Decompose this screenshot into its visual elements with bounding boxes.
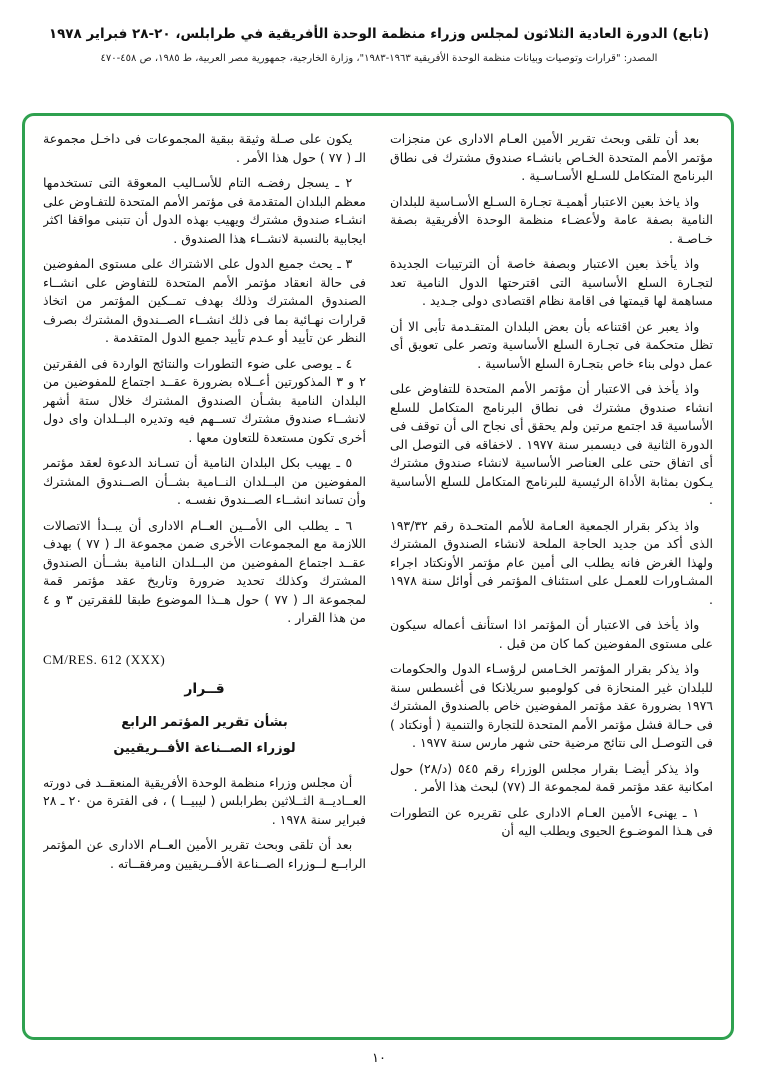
numbered-clause: ٦ ـ يطلب الى الأمــين العــام الادارى أن يبــدأ الاتصالات اللازمة مع المجموعات الأخرى ضمن مجموعة الـ ( ٧٧ ) بهدف عقــد اجتماع المفوضين من البــلدان النامية بشــأن الصندوق المشترك وكذلك تحديد ضرورة وتاريخ عقد مؤتمر قمة لمجموعة الـ ( ٧٧ ) حول هــذا الموضوع طبقا للفقرتين ٣ و ٤ من هذا القرار . bbox=[43, 517, 366, 625]
paragraph: واذ يذكر أيضـا بقرار مجلس الوزراء رقم ٥٤٥ (د/٢٨) حول امكانية عقد مؤتمر قمة لمجموعة الـ (٧٧) لبحث هذا الأمر . bbox=[390, 760, 713, 794]
paragraph: واذ يأخذ فى الاعتبار أن المؤتمر اذا استأنف أعماله سيكون على مستوى المفوضين كما كان من قبل . bbox=[390, 617, 713, 651]
resolution-subtitle-2: لوزراء الصــناعة الأفــريقيين bbox=[113, 740, 296, 756]
paragraph: واذ يأخذ فى الاعتبار أن مؤتمر الأمم المتحدة للتفاوض على انشاء صندوق مشترك فى نطاق البرنامج المتكامل للسلع الأساسية قد اجتمع مرتين ولم يحقق أى نجاح الى أن توقف فى الدورة الثانية فى ديسمبر سنة ١٩٧٧ . لاخفاقه فى التوصل الى أى اتفاق حتى على العناصر الأساسية لانشاء صندوق مشترك يـكون بمثابة الأداة الرئيسية للبرنامج المتكامل للسلع الأساسية . bbox=[390, 381, 713, 507]
two-column-layout bbox=[43, 130, 713, 1027]
resolution-subtitle-1: بشأن تقرير المؤتمر الرابع bbox=[121, 715, 288, 731]
paragraph: واذ يعبر عن اقتناعه بأن بعض البلدان المتقـدمة تأبى الا أن تظل متحكمة فى تجـارة السلع الأساسية وتصر على تعويق أى عمل دولى بناء خاص بتجـارة السلع الأساسية . bbox=[390, 318, 713, 371]
paragraph: يكون على صـلة وثيقة ببقية المجموعات فى داخـل مجموعة الـ ( ٧٧ ) حول هذا الأمر . bbox=[43, 131, 366, 165]
numbered-clause: ٣ ـ يحث جميع الدول على الاشتراك على مستوى المفوضين فى حالة انعقاد مؤتمر الأمم المتحدة للتفاوض على انشــاء الصندوق المشترك وذلك بهدف تمــكين المؤتمر من اتخاذ قرارات نهـائية بما فى ذلك انشــاء الصــندوق المشترك بصرف النظر عن تأييد أو عـدم تأييد جميع الدول المتقدمة . bbox=[43, 256, 366, 345]
paragraph: أن مجلس وزراء منظمة الوحدة الأفريقية المنعقــد فى دورته العــاديــة الثــلاثين بطرابلس ( ليبيــا ) ، فى الفترة من ٢٠ ـ ٢٨ فبراير سنة ١٩٧٨ . bbox=[43, 774, 367, 827]
paragraph: واذ يذكر بقرار الجمعية العـامة للأمم المتحـدة رقم ١٩٣/٣٢ الذى أكد من جديد الحاجة الملحة لانشاء الصندوق المشترك ولهذا الغرض فانه يطلب الى أمين عام مؤتمر الأونكتاد اجراء المشـاورات للعمـل على استئناف المؤتمر فى أوائل سنة ١٩٧٨ . bbox=[390, 517, 713, 607]
numbered-clause: ١ ـ يهنىء الأمين العـام الادارى على تقريره عن التطورات فى هـذا الموضـوع الحيوى ويطلب اليه أن bbox=[390, 804, 713, 838]
column-left bbox=[43, 130, 366, 1027]
numbered-clause: ٥ ـ يهيب بكل البلدان النامية أن تسـاند الدعوة لعقد مؤتمر المفوضين من البــلدان النــامية بشــأن الصــندوق المشترك وأن تساند انشــاء الصــندوق نفسـه . bbox=[43, 455, 366, 507]
numbered-clause: ٤ ـ يوصى على ضوء التطورات والنتائج الواردة فى الفقرتين ٢ و ٣ المذكورتين أعــلاه بضرورة عقــد اجتماع للمفوضين من البلدان النامية بشـأن الصندوق المشترك خلال ستة أشهر لانشــاء صندوق مشترك تســهم فيه وتديره البــلدان واى دول أخرى تكون مستعدة للتعاون معها . bbox=[43, 355, 366, 445]
paragraph: واذ يذكر بقرار المؤتمر الخـامس لرؤسـاء الدول والحكومات للبلدان غير المنحازة فى كولومبو سريلانكا فى أغسطس سنة ١٩٧٦ بضرورة عقد مؤتمر المفوضين خاص بالصندوق المشترك فى حـالة فشل مؤتمر الأمم المتحدة للتجارة والتنمية ( أونكتاد ) فى التوصـل الى نتائج مرضية حتى شهر مارس سنة ١٩٧٧ . bbox=[390, 661, 713, 750]
paragraph: بعد أن تلقى وبحث تقرير الأمين العـام الادارى عن منجزات مؤتمر الأمم المتحدة الخـاص بانشـاء صندوق مشترك فى نطاق البرنامج المتكامل للسـلع الأسـاسـية . bbox=[390, 131, 713, 183]
source-citation: المصدر: "قرارات وتوصيات وبيانات منظمة الوحدة الأفريقية ١٩٦٣-١٩٨٣"، وزارة الخارجية، جمهورية مصر العربية، ط ١٩٨٥، ص ٤٥٨-٤٧٠ bbox=[100, 53, 658, 64]
page-header bbox=[0, 0, 758, 64]
content-border-box bbox=[22, 113, 734, 1040]
resolution-reference: CM/RES. 612 (XXX) bbox=[43, 651, 166, 667]
document-title: (تابع) الدورة العادية الثلاثون لمجلس وزراء منظمة الوحدة الأفريقية في طرابلس، ٢٠-٢٨ فبراير ١٩٧٨ bbox=[48, 26, 710, 42]
paragraph: واذ ياخذ بعين الاعتبار أهميـة تجـارة السـلع الأسـاسية للبلدان النامية بصفة عامة ولأعضـاء منظمة الوحدة الأفريقية بصفة خـاصـة . bbox=[390, 193, 713, 246]
resolution-heading: قــرار bbox=[184, 680, 225, 697]
numbered-clause: ٢ ـ يسجل رفضـه التام للأسـاليب المعوقة التى تستخدمها معظم البلدان المتقدمة فى مؤتمر الأمم المتحدة للتفـاوض على انشـاء صندوق مشترك ويهيب بهذه الدول أن تتبنى مواقفا اكثر ايجابية بالنسبة لانشــاء هذا الصندوق . bbox=[43, 175, 366, 246]
paragraph: بعد أن تلقى وبحث تقرير الأمين العــام الادارى عن المؤتمر الرابــع لــوزراء الصــناعة الأفــريقيين ومرفقــاته . bbox=[43, 837, 366, 871]
paragraph: واذ يأخذ بعين الاعتبار وبصفة خاصة أن الترتيبات الجديدة لتجـارة السلع الأساسية التى اقترحتها الدول النامية تعد مساهمة لها قيمتها فى اقامة نظام اقتصادى دولى جـديد . bbox=[390, 256, 713, 308]
column-right bbox=[390, 130, 713, 1027]
page-number: ١٠ bbox=[372, 1051, 386, 1066]
